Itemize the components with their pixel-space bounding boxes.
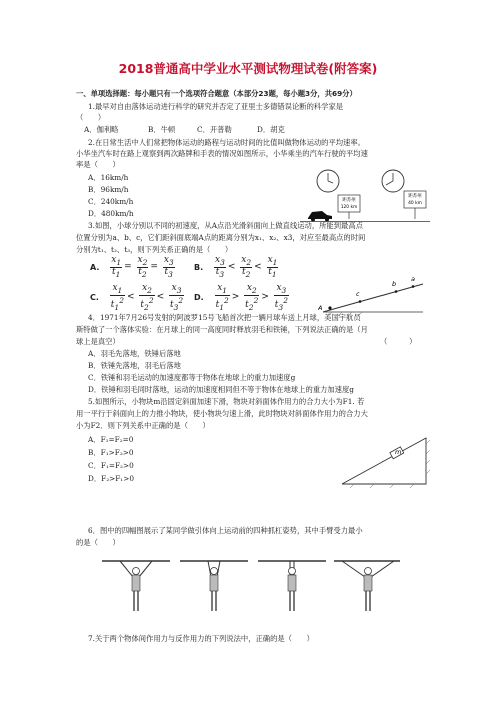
option-label: B. <box>194 262 204 272</box>
section-heading: 一、单项选择题：每小题只有一个选项符合题意（本部分23题，每小题3分，共69分） <box>76 89 357 98</box>
option-label: C. <box>90 293 99 303</box>
q5-option-d: D．F₂>F₁>0 <box>88 474 134 483</box>
point-a-label: A <box>318 304 323 312</box>
q1-option-a: A．伽利略 <box>84 125 119 134</box>
sign1-value: 120 km <box>340 205 358 210</box>
q5-stem-line3: 小为F2．则下列关系中正确的是（ ） <box>76 421 210 430</box>
q1-option-c: C．开普勒 <box>197 125 232 134</box>
q4-option-b: B．铁锤先落地，羽毛后落地 <box>88 361 181 370</box>
point-a-small-label: a <box>411 275 415 283</box>
q2-option-a: A．16km/h <box>88 173 129 182</box>
q3-option-a: A. $\frac{x_1}{t_1}$ = $\frac{x_2}{t_2}$ = $\frac{x_3}{t_3}$ <box>90 255 174 279</box>
q6-stem-line2: 的是（ ） <box>76 538 120 547</box>
q4-option-d: D．铁锤和羽毛同时落地，运动的加速度相同但不等于物体在地球上的重力加速度g <box>88 385 354 394</box>
q1-option-b: B．牛顿 <box>148 125 176 134</box>
ball-icon <box>328 306 331 309</box>
q2-option-b: B．96km/h <box>88 185 129 194</box>
clock-icon <box>317 170 339 192</box>
q5-figure <box>340 430 430 488</box>
q3-stem-line3: 分别为t₁、t₂、t₃，则下列关系正确的是（ ） <box>76 245 233 254</box>
pullup-figure-a <box>102 561 170 611</box>
point-c-label: c <box>356 290 360 298</box>
q7-stem-line1: 7.关于两个物体间作用力与反作用力的下列说法中，正确的是（ ） <box>88 634 314 643</box>
road-sign-2 <box>404 191 426 219</box>
q4-stem-line2: 斯特做了一个落体实验：在月球上的同一高度同时释放羽毛和铁锤，下列说法正确的是（月 <box>76 325 368 334</box>
q3-option-d: D. $\frac{x_1}{t_1^2}$ > $\frac{x_2}{t_2^2}$ > $\frac{x_3}{t_3^2}$ <box>194 283 288 312</box>
q2-option-c: C．240km/h <box>88 197 134 206</box>
pullup-figure-d <box>334 561 400 611</box>
q3-stem-line1: 3.如图，小球分别以不同的初速度，从A点沿光滑斜面向上做直线运动，所能到最高点 <box>88 221 363 230</box>
clock-icon <box>382 170 404 192</box>
q5-stem-line2: 用一平行于斜面向上的力推小物块，使小物块匀速上滑，此时物块对斜面体作用力的合力大 <box>76 409 368 418</box>
q1-stem-line1: 1.最早对自由落体运动进行科学的研究并否定了亚里士多德错误论断的科学家是 <box>88 102 344 111</box>
sign2-value: 40 km <box>408 201 422 206</box>
q2-stem-line1: 2.在日常生活中人们常把物体运动的路程与运动时间的比值叫做物体运动的平均速率。 <box>88 138 365 147</box>
point-b-label: b <box>392 280 397 288</box>
pullup-figure-b <box>180 561 248 611</box>
sign1-title: 距苏州 <box>342 198 356 203</box>
q2-option-d: D．480km/h <box>88 209 134 218</box>
q4-option-c: C．铁锤和羽毛运动的加速度都等于物体在地球上的重力加速度g <box>88 373 296 382</box>
q4-answer-blank: （ ） <box>380 337 417 346</box>
road-sign-1 <box>338 195 360 219</box>
q4-stem-line3: 球上是真空） <box>76 337 120 346</box>
option-label: A. <box>90 262 100 272</box>
q5-stem-line1: 5.如图所示，小物块m沿固定斜面加速下滑，物块对斜面体作用力的合力大小为F1. 若 <box>88 397 365 406</box>
q6-figure <box>100 555 400 617</box>
mass-label: m <box>395 448 402 456</box>
q1-option-d: D．胡克 <box>257 125 285 134</box>
q5-option-a: A．F₁=F₂=0 <box>88 435 134 444</box>
q2-stem-line2: 小华坐汽车时在路上观察到两次路牌和手表的情况如图所示，小华乘坐的汽车行驶的平均速 <box>76 149 368 158</box>
pullup-figure-c <box>258 561 326 611</box>
q4-stem-line1: 4．1971年7月26号发射的阿波罗15号飞船首次把一辆月球车送上月球，美国宇航员 <box>88 313 361 322</box>
sign2-title: 距苏州 <box>408 194 422 199</box>
q3-option-c: C. $\frac{x_1}{t_1^2}$ < $\frac{x_2}{t_2^2}$ < $\frac{x_3}{t_3^2}$ <box>90 283 184 312</box>
q4-option-a: A．羽毛先落地，铁锤后落地 <box>88 349 181 358</box>
q5-option-b: B．F₁>F₂>0 <box>88 448 134 457</box>
q3-figure <box>318 272 428 316</box>
q6-stem-line1: 6．图中的四幅图展示了某同学做引体向上运动前的四种抓杠姿势，其中手臂受力最小 <box>88 526 363 535</box>
q2-stem-line3: 率是（ ） <box>76 160 120 169</box>
page-title: 2018普通高中学业水平测试物理试卷(附答案) <box>118 61 378 76</box>
q2-figure <box>300 165 430 223</box>
q5-option-c: C．F₁=F₂>0 <box>88 461 134 470</box>
q1-stem-line2: （ ） <box>76 113 106 122</box>
q3-option-b: B. $\frac{x_3}{t_3}$ < $\frac{x_2}{t_2}$ < $\frac{x_1}{t_1}$ <box>194 255 278 279</box>
option-label: D. <box>194 293 204 303</box>
q3-stem-line2: 位置分别为a、b、c，它们距斜面底端A点的距离分别为x₁、x₂、x3，对应至最高点的时间 <box>76 233 366 242</box>
